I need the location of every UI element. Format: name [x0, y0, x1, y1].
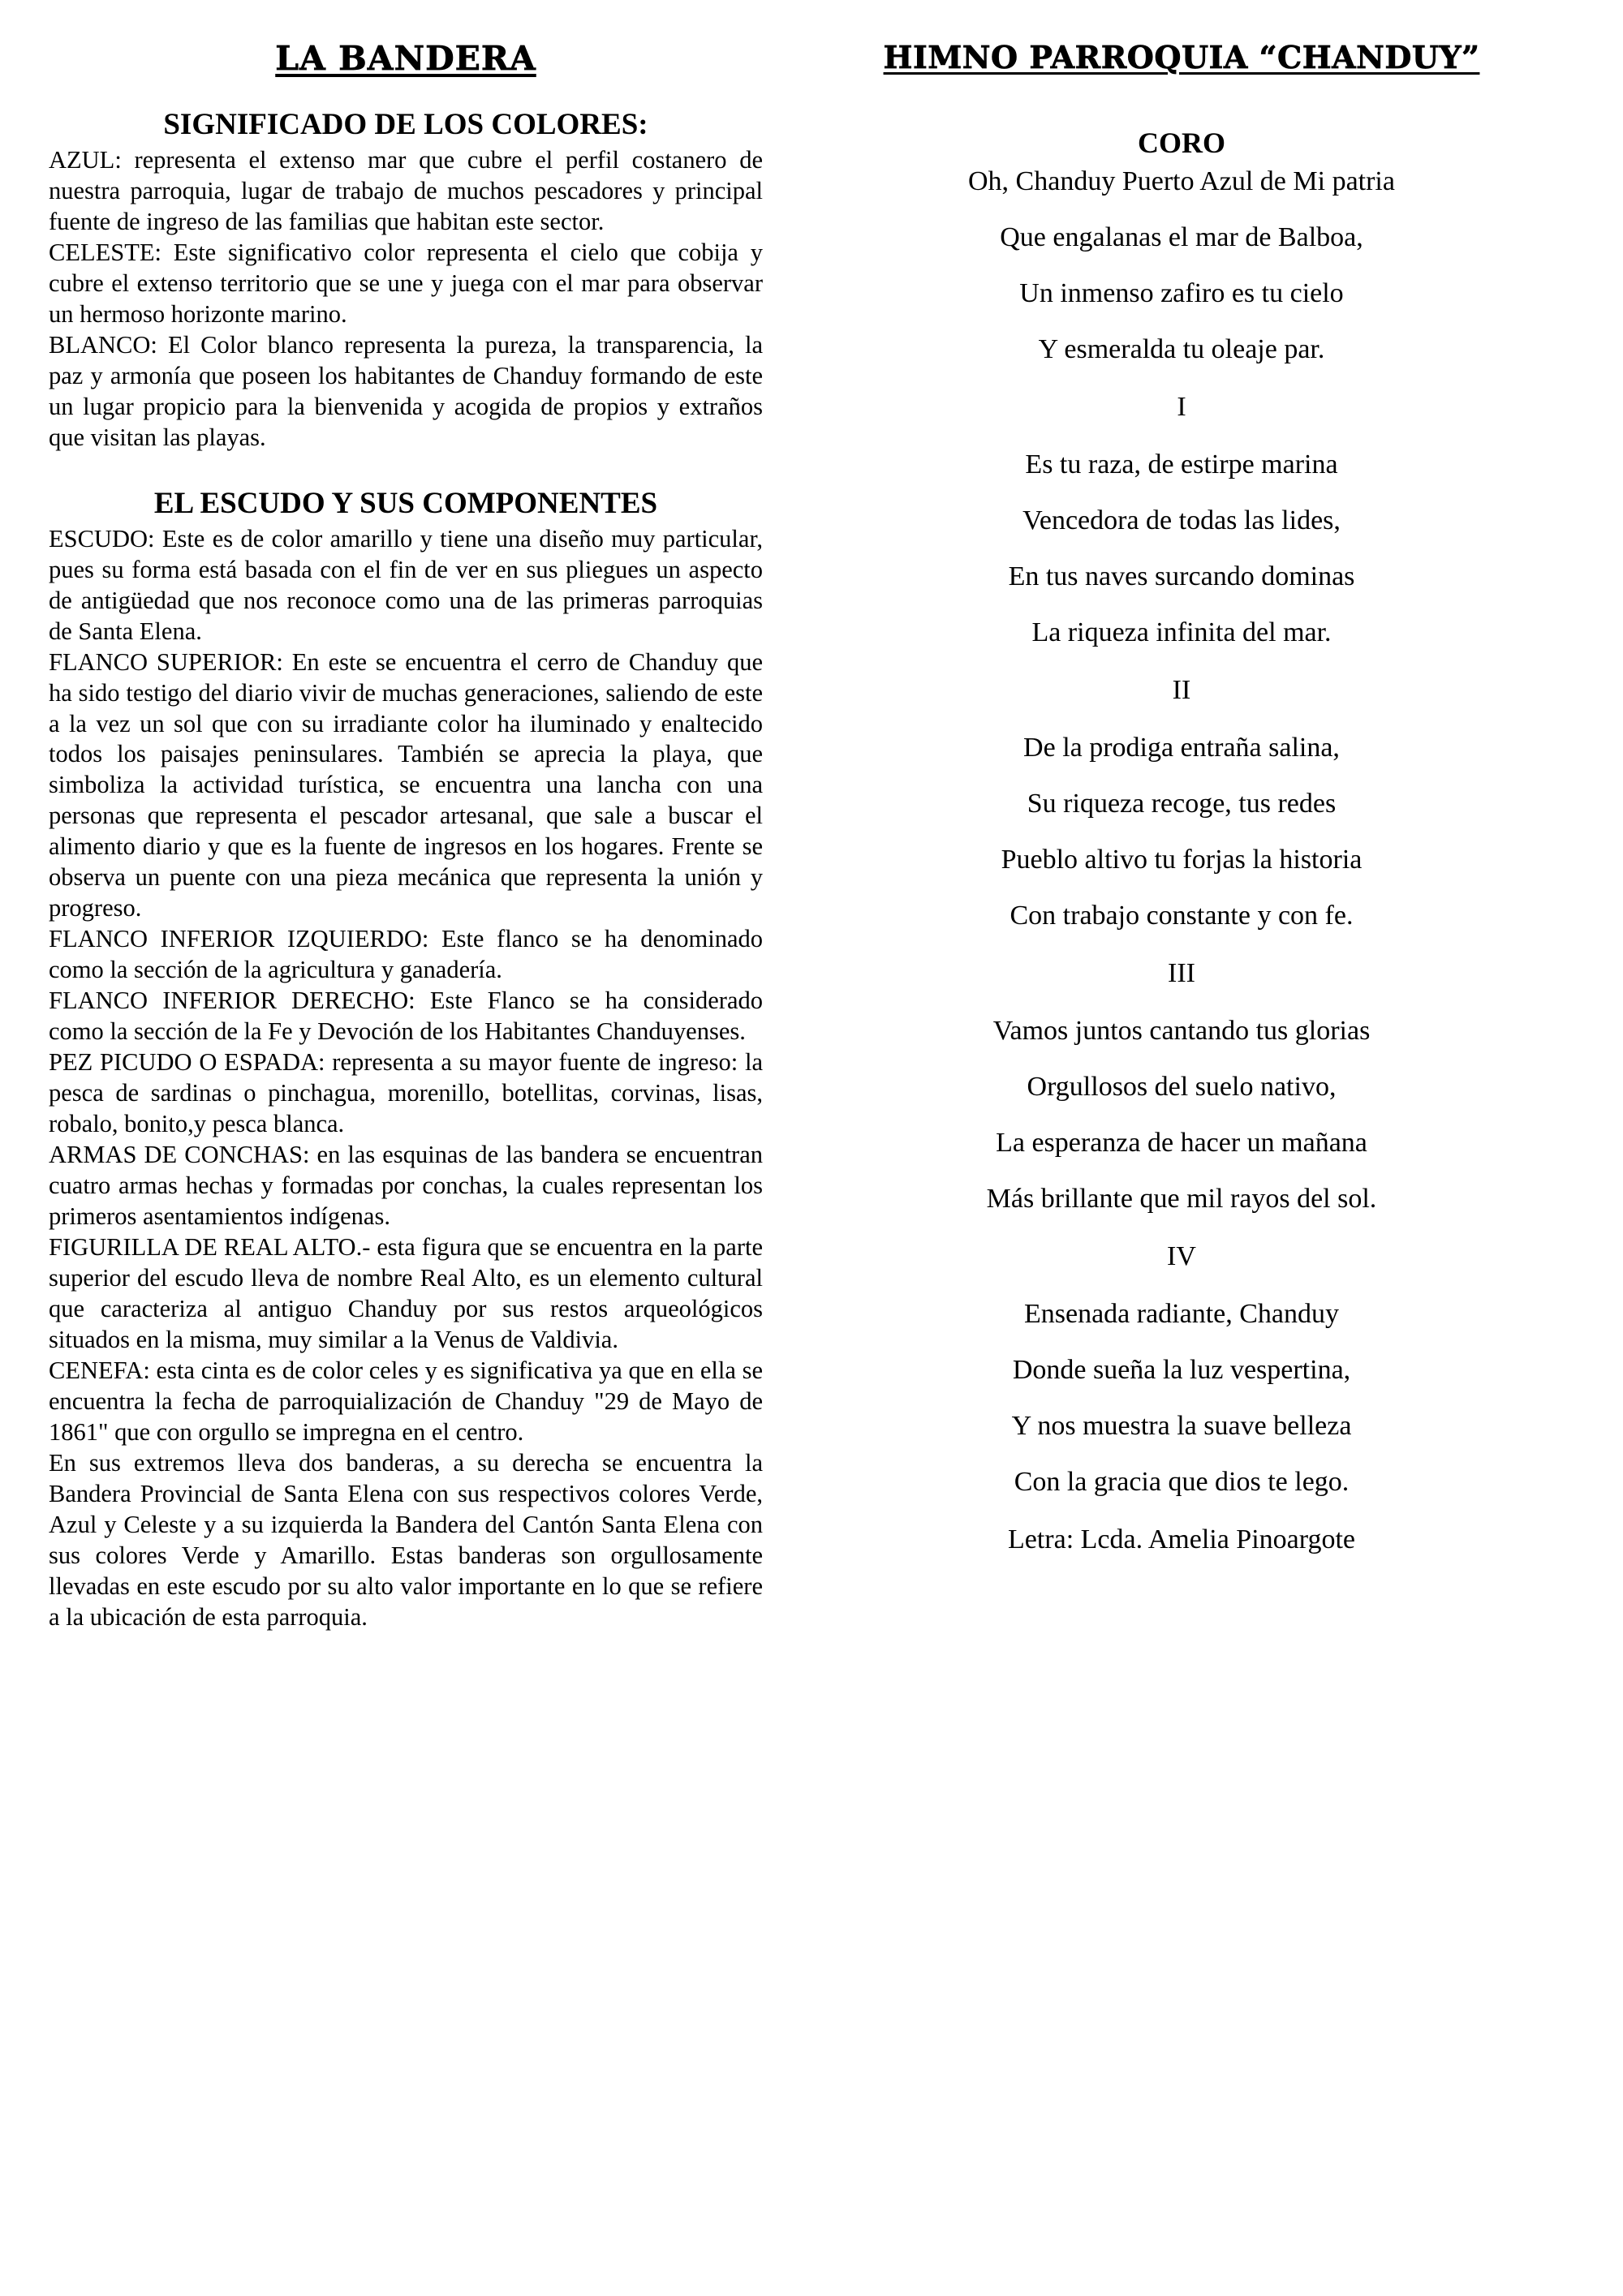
paragraph-flanco-inferior-derecho: FLANCO INFERIOR DERECHO: Este Flanco se ha considerado como la sección de la Fe y Devoción de los Habitantes Chanduyenses.: [49, 987, 763, 1046]
verse-line: Y nos muestra la suave belleza: [1011, 1411, 1352, 1441]
verse-line: Vencedora de todas las lides,: [1022, 505, 1341, 535]
verse-number: III: [1168, 958, 1195, 988]
chorus-line: Oh, Chanduy Puerto Azul de Mi patria: [968, 166, 1395, 196]
verse-number: IV: [1167, 1241, 1196, 1271]
right-column: [816, 39, 1547, 1555]
verse-line: Vamos juntos cantando tus glorias: [992, 1016, 1371, 1046]
paragraph-banderas-extremos: En sus extremos lleva dos banderas, a su derecha se encuentra la Bandera Provincial de Santa Elena con sus respectivos colores Verde, Azul y Celeste y a su izquierda la Bandera del Cantón Santa Elena con sus colores Verde y Amarillo. Estas banderas son orgullosamente llevadas en este escudo por su alto valor importante en lo que se refiere a la ubicación de esta parroquia.: [49, 1448, 763, 1631]
page-title-bandera: LA BANDERA: [275, 39, 536, 78]
verse-line: Con trabajo constante y con fe.: [1010, 901, 1354, 931]
verse-number: II: [1172, 675, 1191, 705]
paragraph-flanco-inferior-izquierdo: FLANCO INFERIOR IZQUIERDO: Este flanco se ha denominado como la sección de la agricultura y ganadería.: [49, 925, 763, 984]
paragraph-cenefa: CENEFA: esta cinta es de color celes y es significativa ya que en ella se encuentra la fecha de parroquialización de Chanduy "29 de Mayo de 1861" que con orgullo se impregna en el centro.: [49, 1356, 763, 1446]
paragraph-flanco-superior: FLANCO SUPERIOR: En este se encuentra el cerro de Chanduy que ha sido testigo del diario vivir de muchas generaciones, saliendo de este a la vez un sol que con su irradiante color ha iluminado y enaltecido todos los paisajes peninsulares. También se aprecia la playa, que simboliza la actividad turística, se encuentra una lancha con una personas que representa el pescador artesanal, que sale a buscar el alimento diario y que es la fuente de ingresos en los hogares. Frente se observa un puente con una pieza mecánica que representa la unión y progreso.: [49, 647, 763, 922]
chorus-line: Y esmeralda tu oleaje par.: [1038, 334, 1325, 364]
left-column: [49, 39, 763, 1633]
verse-number: I: [1177, 392, 1186, 422]
chorus-line: Un inmenso zafiro es tu cielo: [1019, 278, 1344, 308]
verse-line: Ensenada radiante, Chanduy: [1023, 1299, 1340, 1329]
chorus-heading: CORO: [1138, 127, 1225, 159]
paragraph-figurilla-real-alto: FIGURILLA DE REAL ALTO.- esta figura que se encuentra en la parte superior del escudo lleva de nombre Real Alto, es un elemento cultural que caracteriza al antiguo Chanduy por sus restos arqueológicos situados en la misma, muy similar a la Venus de Valdivia.: [49, 1232, 763, 1353]
two-column-layout: [49, 39, 1574, 1633]
verse-line: Con la gracia que dios te lego.: [1014, 1467, 1350, 1497]
page-title-himno: HIMNO PARROQUIA “CHANDUY”: [883, 39, 1480, 75]
section-title-escudo: EL ESCUDO Y SUS COMPONENTES: [153, 486, 658, 520]
verse-line: Orgullosos del suelo nativo,: [1027, 1072, 1337, 1102]
verse-line: Donde sueña la luz vespertina,: [1012, 1355, 1351, 1385]
verse-line: Es tu raza, de estirpe marina: [1025, 449, 1338, 479]
chorus-line: Que engalanas el mar de Balboa,: [1000, 222, 1363, 252]
verse-line: La riqueza infinita del mar.: [1031, 617, 1332, 647]
verse-line: Su riqueza recoge, tus redes: [1027, 789, 1337, 819]
verse-line: Más brillante que mil rayos del sol.: [986, 1184, 1377, 1214]
paragraph-blanco: BLANCO: El Color blanco representa la pureza, la transparencia, la paz y armonía que poseen los habitantes de Chanduy formando de este un lugar propicio para la bienvenida y acogida de propios y extraños que visitan las playas.: [49, 330, 763, 451]
paragraph-azul: AZUL: representa el extenso mar que cubre el perfil costanero de nuestra parroquia, lugar de trabajo de muchos pescadores y principal fuente de ingreso de las familias que habitan este sector.: [49, 146, 763, 235]
paragraph-armas-de-conchas: ARMAS DE CONCHAS: en las esquinas de las bandera se encuentran cuatro armas hechas y formadas por conchas, la cuales representan los primeros asentamientos indígenas.: [49, 1141, 763, 1230]
paragraph-celeste: CELESTE: Este significativo color representa el cielo que cobija y cubre el extenso territorio que se une y juega con el mar para observar un hermoso horizonte marino.: [49, 238, 763, 328]
verse-line: La esperanza de hacer un mañana: [996, 1128, 1367, 1158]
verse-line: En tus naves surcando dominas: [1008, 561, 1355, 591]
paragraph-escudo: ESCUDO: Este es de color amarillo y tiene una diseño muy particular, pues su forma está basada con el fin de ver en sus pliegues un aspecto de antigüedad que nos reconoce como una de las primeras parroquias de Santa Elena.: [49, 524, 763, 645]
verse-line: De la prodiga entraña salina,: [1023, 733, 1340, 763]
lyrics-credit: Letra: Lcda. Amelia Pinoargote: [1007, 1524, 1355, 1554]
section-title-colores: SIGNIFICADO DE LOS COLORES:: [163, 108, 648, 141]
paragraph-pez-picudo: PEZ PICUDO O ESPADA: representa a su mayor fuente de ingreso: la pesca de sardinas o pinchagua, morenillo, botellitas, corvinas, lisas, robalo, bonito,y pesca blanca.: [49, 1048, 763, 1138]
verse-line: Pueblo altivo tu forjas la historia: [1001, 845, 1363, 875]
